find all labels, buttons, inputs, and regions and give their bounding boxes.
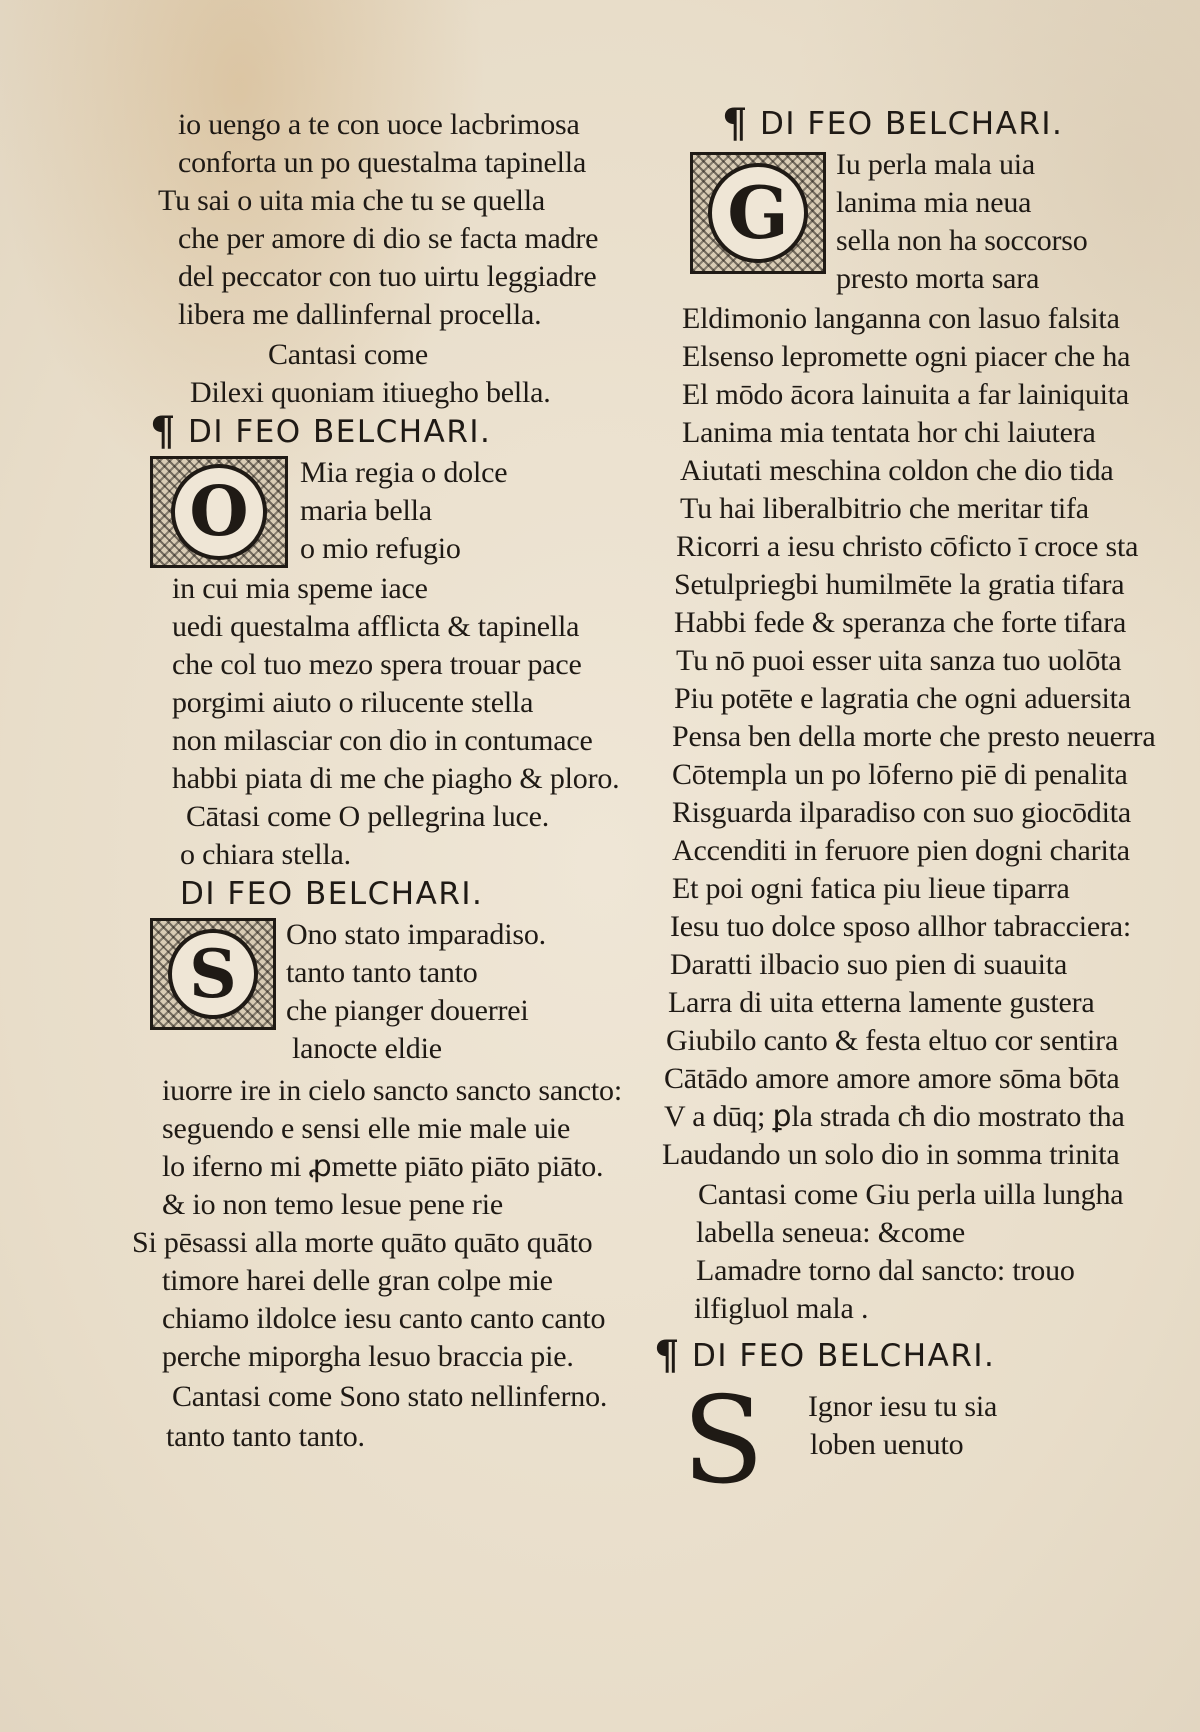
text-line: che col tuo mezo spera trouar pace <box>172 648 582 681</box>
text-line: o chiara stella. <box>180 838 351 871</box>
text-line: V a dūq; ꝑla strada cħ dio mostrato tha <box>664 1100 1125 1133</box>
text-line: Et poi ogni fatica piu lieue tiparra <box>672 872 1070 905</box>
text-line: Cantasi come Sono stato nellinferno. <box>172 1380 608 1413</box>
text-line: Cantasi come <box>268 338 429 371</box>
pilcrow-mark: ¶ <box>654 1332 680 1379</box>
text-line: & io non temo lesue pene rie <box>162 1188 503 1221</box>
text-line: Cōtempla un po lōferno piē di penalita <box>672 758 1128 791</box>
plain-initial: S <box>682 1372 765 1511</box>
text-line: Cātādo amore amore amore sōma bōta <box>664 1062 1120 1095</box>
text-line: Lanima mia tentata hor chi laiutera <box>682 416 1096 449</box>
text-line: che pianger douerrei <box>286 994 529 1027</box>
text-line: che per amore di dio se facta madre <box>178 222 599 255</box>
text-line: Iesu tuo dolce sposo allhor tabracciera: <box>670 910 1131 943</box>
text-line: Iu perla mala uia <box>836 148 1035 181</box>
text-line: labella seneua: &come <box>696 1216 966 1249</box>
text-line: seguendo e sensi elle mie male uie <box>162 1112 571 1145</box>
text-line: perche miporgha lesuo braccia pie. <box>162 1340 574 1373</box>
section-heading: DI FEO BELCHARI. <box>180 876 484 912</box>
text-line: Ignor iesu tu sia <box>808 1390 998 1423</box>
text-line: El mōdo ācora lainuita a far lainiquita <box>682 378 1130 411</box>
text-line: Lamadre torno dal sancto: trouo <box>696 1254 1075 1287</box>
text-line: chiamo ildolce iesu canto canto canto <box>162 1302 606 1335</box>
section-heading: DI FEO BELCHARI. <box>188 414 492 450</box>
text-line: Habbi fede & speranza che forte tifara <box>674 606 1127 639</box>
text-line: loben uenuto <box>810 1428 964 1461</box>
section-heading: DI FEO BELCHARI. <box>760 106 1064 142</box>
section-heading: DI FEO BELCHARI. <box>692 1338 996 1374</box>
text-line: Risguarda ilparadiso con suo giocōdita <box>672 796 1131 829</box>
text-line: Accenditi in feruore pien dogni charita <box>672 834 1130 867</box>
text-line: Giubilo canto & festa eltuo cor sentira <box>666 1024 1119 1057</box>
text-line: Cantasi come Giu perla uilla lungha <box>698 1178 1124 1211</box>
text-line: uedi questalma afflicta & tapinella <box>172 610 580 643</box>
text-line: Ricorri a iesu christo cōficto ī croce sta <box>676 530 1139 563</box>
text-line: Piu potēte e lagratia che ogni aduersita <box>674 682 1131 715</box>
text-line: sella non ha soccorso <box>836 224 1088 257</box>
text-line: Dilexi quoniam itiuegho bella. <box>190 376 551 409</box>
decorated-initial: G <box>690 152 826 274</box>
text-line: Aiutati meschina coldon che dio tida <box>680 454 1114 487</box>
pilcrow-mark: ¶ <box>722 100 748 147</box>
text-line: Eldimonio langanna con lasuo falsita <box>682 302 1120 335</box>
text-line: Larra di uita etterna lamente gustera <box>668 986 1095 1019</box>
text-line: in cui mia speme iace <box>172 572 428 605</box>
text-line: Ono stato imparadiso. <box>286 918 546 951</box>
text-line: lo iferno mi ꝓmette piāto piāto piāto. <box>162 1150 604 1183</box>
text-line: Setulpriegbi humilmēte la gratia tifara <box>674 568 1125 601</box>
text-line: lanima mia neua <box>836 186 1032 219</box>
text-line: Tu sai o uita mia che tu se quella <box>158 184 546 217</box>
text-line: Pensa ben della morte che presto neuerra <box>672 720 1156 753</box>
decorated-initial: O <box>150 456 288 568</box>
text-line: iuorre ire in cielo sancto sancto sancto: <box>162 1074 622 1107</box>
text-line: lanocte eldie <box>292 1032 442 1065</box>
text-line: conforta un po questalma tapinella <box>178 146 587 179</box>
text-line: Tu nō puoi esser uita sanza tuo uolōta <box>676 644 1122 677</box>
text-line: Mia regia o dolce <box>300 456 508 489</box>
text-line: presto morta sara <box>836 262 1040 295</box>
text-line: Laudando un solo dio in somma trinita <box>662 1138 1120 1171</box>
text-line: Cātasi come O pellegrina luce. <box>186 800 550 833</box>
text-line: del peccator con tuo uirtu leggiadre <box>178 260 597 293</box>
text-line: Elsenso lepromette ogni piacer che ha <box>682 340 1131 373</box>
text-line: tanto tanto tanto. <box>166 1420 365 1453</box>
decorated-initial: S <box>150 918 276 1030</box>
text-line: Tu hai liberalbitrio che meritar tifa <box>680 492 1089 525</box>
text-line: porgimi aiuto o rilucente stella <box>172 686 534 719</box>
text-line: timore harei delle gran colpe mie <box>162 1264 553 1297</box>
text-line: tanto tanto tanto <box>286 956 478 989</box>
text-line: ilfigluol mala . <box>694 1292 869 1325</box>
pilcrow-mark: ¶ <box>150 408 176 455</box>
text-line: habbi piata di me che piagho & ploro. <box>172 762 620 795</box>
text-line: libera me dallinfernal procella. <box>178 298 542 331</box>
text-line: io uengo a te con uoce lacbrimosa <box>178 108 580 141</box>
text-line: non milasciar con dio in contumace <box>172 724 593 757</box>
text-line: maria bella <box>300 494 432 527</box>
text-line: o mio refugio <box>300 532 461 565</box>
text-line: Si pēsassi alla morte quāto quāto quāto <box>132 1226 593 1259</box>
text-line: Daratti ilbacio suo pien di suauita <box>670 948 1068 981</box>
